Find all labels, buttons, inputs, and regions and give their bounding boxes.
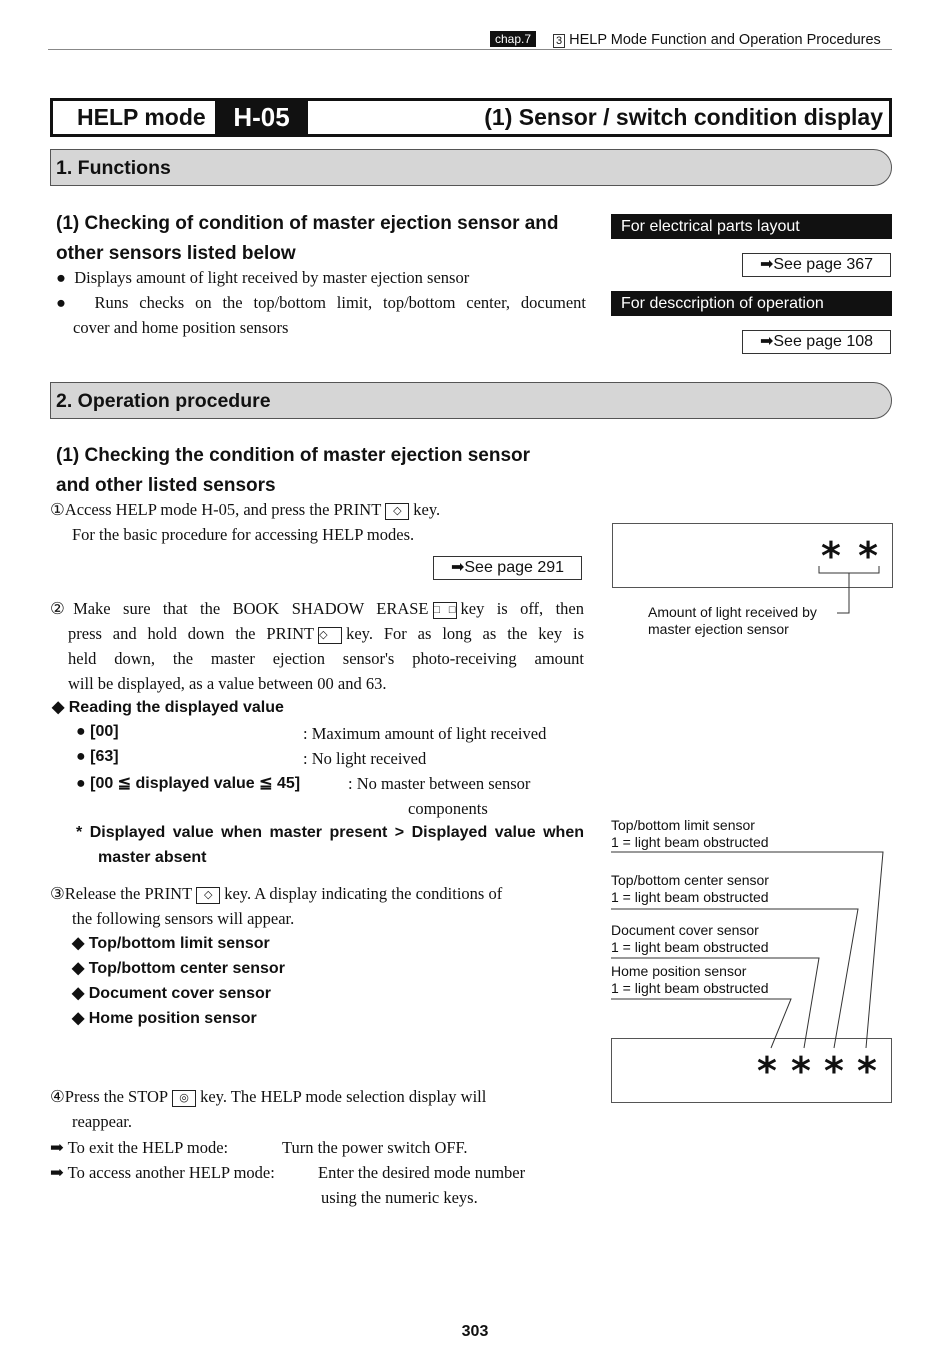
note: * Displayed value when master present > Displayed value when master absent — [76, 824, 584, 866]
sensor-item: ◆ Top/bottom center sensor — [72, 960, 285, 977]
sensor-label: Document cover sensor 1 = light beam obstructed — [611, 922, 769, 955]
reading-heading: ◆ Reading the displayed value — [52, 699, 284, 716]
display-digit: * — [757, 1049, 777, 1093]
sensor-item: ◆ Document cover sensor — [72, 985, 272, 1002]
step-4: ④Press the STOP ◎ key. The HELP mode selection display will reappear. — [50, 1087, 487, 1131]
bullet-item: ● Displays amount of light received by master ejection sensor — [56, 268, 470, 287]
section-heading-functions: 1. Functions — [50, 149, 892, 186]
page-title: (1) Sensor / switch condition display — [484, 104, 883, 130]
see-page-link[interactable]: ➡See page 108 — [742, 330, 891, 354]
see-page-link[interactable]: ➡See page 291 — [433, 556, 582, 580]
display-digit: * — [791, 1049, 811, 1093]
exit-instructions: ➡ To exit the HELP mode: Turn the power switch OFF. ➡ To access another HELP mode: Enter the desired mode number using the numeric keys. — [50, 1138, 526, 1207]
book-shadow-key-icon: □□ — [433, 602, 457, 619]
display-digit: * — [824, 1049, 844, 1093]
bullet-item: ● Runs checks on the top/bottom limit, top/bottom center, document — [56, 293, 587, 312]
sensor-label: Home position sensor 1 = light beam obstructed — [611, 963, 769, 996]
arrow-right-icon: ➡ — [50, 1138, 64, 1157]
step-1: ①Access HELP mode H-05, and press the PRINT ◇ key. For the basic procedure for accessing HELP modes. — [50, 500, 441, 544]
sensor-label: Top/bottom center sensor 1 = light beam obstructed — [611, 872, 769, 905]
procedure-subheading: (1) Checking the condition of master ejection sensor and other listed sensors — [56, 445, 531, 496]
display-digit: * — [857, 1049, 877, 1093]
mode-code: H-05 — [215, 101, 308, 134]
section-title: HELP Mode Function and Operation Procedures — [569, 32, 881, 48]
step-3: ③Release the PRINT ◇ key. A display indicating the conditions of the following sensors will appear. — [50, 884, 503, 928]
light-amount-caption: Amount of light received by master ejection sensor — [648, 604, 817, 637]
functions-bullets: ● Displays amount of light received by master ejection sensor ● Runs checks on the top/bottom limit, top/bottom center, document cover and home position sensors — [56, 265, 586, 340]
chapter-badge: chap.7 — [490, 31, 536, 47]
print-key-icon: ◇ — [196, 887, 220, 904]
sensor-item: ◆ Home position sensor — [72, 1010, 257, 1027]
ref-electrical-layout: For electrical parts layout — [611, 214, 892, 239]
page-number: 303 — [461, 1323, 489, 1340]
ref-operation-description: For desccription of operation — [611, 291, 892, 316]
section-heading-procedure: 2. Operation procedure — [50, 382, 892, 419]
print-key-icon: ◇ — [385, 503, 409, 520]
display-value: * * — [821, 534, 880, 578]
section-number: 3 — [553, 34, 565, 48]
sensor-label: Top/bottom limit sensor 1 = light beam obstructed — [611, 817, 769, 850]
sensor-item: ◆ Top/bottom limit sensor — [72, 935, 270, 952]
print-key-icon: ◇ — [318, 627, 342, 644]
functions-subheading: (1) Checking of condition of master ejection sensor and other sensors listed below — [56, 213, 559, 264]
manual-page: chap.7 3 HELP Mode Function and Operation Procedures HELP mode H-05 (1) Sensor / switch condition display 1. Functions (1) Checking of condition of master ejection sensor and other sensors listed below ● Displays amount of light received by master ejection sensor ● Runs checks on the top/bottom limit, top/bottom center, document cover and home position sensors For electrical parts layout ➡See page 367 For desccription of operation ➡See page 108 2. Operation procedure (1) Checking the condition of master ejection sensor and other listed sensors ①Access HELP mode H-05, and press the PRINT ◇ key. For the basic procedure for accessing HELP modes. ➡See page 291 ②Make sure that the BOOK SHADOW ERASE □□ key is off, then press and hold down the PRINT ◇ key. For as long as the key is held down, the master ejection sensor's photo-receiving amount will be displayed, as a value between 00 and 63. ◆ Reading the displayed value ● [00] : Maximum amount of light received ● [63] : No light received ● [00 ≦ displayed value ≦ 45] : No master between sensor components * Displayed value when master present > Displayed value when master absent ③Release the PRINT ◇ key. A display indicating the conditions of the following sensors will appear. ◆ Top/bottom limit sensor ◆ Top/bottom center sensor ◆ Document cover sensor ◆ Home position sensor ④Press the STOP ◎ key. The HELP mode selection display will reappear. ➡ To exit the HELP mode: Turn the power switch OFF. ➡ To access another HELP mode: Enter the desired mode number using the numeric keys. * * Amount of light received by master ejection sensor Top/bottom limit sensor 1 = light beam obstructed Top/bottom center sensor 1 = light beam obstructed Document cover sensor 1 = light beam obstructed Home position sensor 1 = light beam obstructed * * * * 303 — [0, 0, 950, 1359]
see-page-link[interactable]: ➡See page 367 — [742, 253, 891, 277]
step-2: ②Make sure that the BOOK SHADOW ERASE □□ key is off, then press and hold down the PRINT ◇ key. For as long as the key is held down, the master ejection sensor's photo-receiving amount will be displayed, as a value between 00 and 63. — [50, 599, 584, 693]
mode-label: HELP mode — [77, 104, 206, 130]
stop-key-icon: ◎ — [172, 1090, 196, 1107]
arrow-right-icon: ➡ — [50, 1163, 64, 1182]
